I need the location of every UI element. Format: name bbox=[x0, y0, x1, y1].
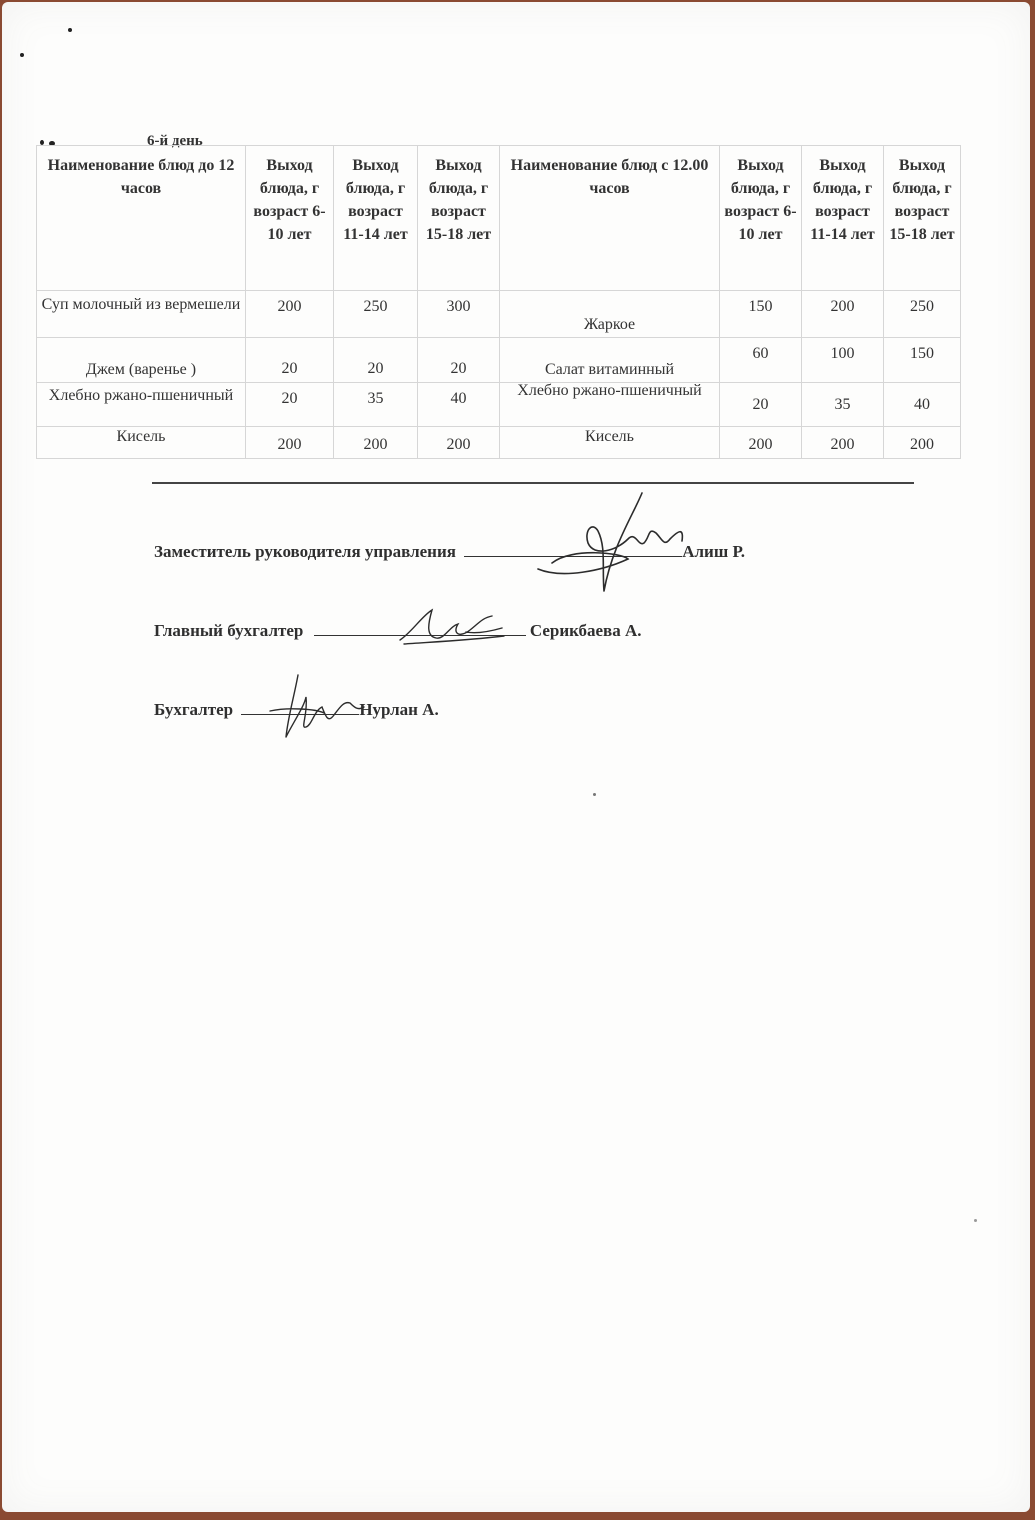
table-row bbox=[37, 427, 961, 459]
chief-accountant-signature bbox=[392, 602, 512, 652]
value-cell: 200 bbox=[246, 291, 334, 338]
value-cell: 200 bbox=[246, 427, 334, 459]
value-cell: 20 bbox=[246, 383, 334, 427]
value-cell: 150 bbox=[720, 291, 802, 338]
accountant-title: Бухгалтер bbox=[154, 700, 234, 719]
value-cell: 35 bbox=[334, 383, 418, 427]
deputy-signature bbox=[532, 487, 702, 602]
scan-mark bbox=[974, 1219, 977, 1222]
header-cell: Выход блюда, г возраст 15-18 лет bbox=[884, 146, 961, 291]
value-cell: 200 bbox=[884, 427, 961, 459]
value-cell: 20 bbox=[334, 338, 418, 383]
header-cell: Выход блюда, г возраст 15-18 лет bbox=[418, 146, 500, 291]
value-cell: 250 bbox=[334, 291, 418, 338]
table-row bbox=[37, 338, 961, 383]
table-header-row bbox=[37, 146, 961, 291]
header-cell: Выход блюда, г возраст 11-14 лет bbox=[802, 146, 884, 291]
chief-accountant-name: Серикбаева А. bbox=[529, 621, 642, 640]
separator-line bbox=[152, 482, 914, 484]
value-cell: 100 bbox=[802, 338, 884, 383]
dish-cell: Кисель bbox=[37, 427, 246, 459]
value-cell: 150 bbox=[884, 338, 961, 383]
day-label: 6-й день bbox=[147, 133, 203, 149]
value-cell: 200 bbox=[334, 427, 418, 459]
value-cell: 200 bbox=[418, 427, 500, 459]
chief-accountant-title: Главный бухгалтер bbox=[154, 621, 304, 640]
header-cell: Наименование блюд до 12 часов bbox=[37, 146, 246, 291]
dish-cell: Жаркое bbox=[500, 291, 720, 338]
table-row bbox=[37, 291, 961, 338]
deputy-title: Заместитель руководителя управления bbox=[154, 542, 456, 561]
value-cell: 200 bbox=[720, 427, 802, 459]
accountant-name: Нурлан А. bbox=[359, 700, 439, 719]
value-cell: 200 bbox=[802, 427, 884, 459]
value-cell: 40 bbox=[418, 383, 500, 427]
header-cell: Выход блюда, г возраст 6-10 лет bbox=[720, 146, 802, 291]
menu-table bbox=[36, 145, 961, 459]
scan-mark bbox=[593, 793, 596, 796]
document-page bbox=[2, 2, 1030, 1512]
header-cell: Выход блюда, г возраст 6-10 лет bbox=[246, 146, 334, 291]
value-cell: 20 bbox=[418, 338, 500, 383]
table-row bbox=[37, 383, 961, 427]
value-cell: 40 bbox=[884, 383, 961, 427]
value-cell: 20 bbox=[720, 383, 802, 427]
value-cell: 250 bbox=[884, 291, 961, 338]
deputy-name: Алиш Р. bbox=[682, 542, 745, 561]
value-cell: 20 bbox=[246, 338, 334, 383]
dish-cell: Салат витаминный bbox=[500, 338, 720, 383]
value-cell: 35 bbox=[802, 383, 884, 427]
scan-mark bbox=[20, 53, 24, 57]
value-cell: 300 bbox=[418, 291, 500, 338]
accountant-signature bbox=[264, 667, 374, 742]
header-cell: Наименование блюд с 12.00 часов bbox=[500, 146, 720, 291]
header-cell: Выход блюда, г возраст 11-14 лет bbox=[334, 146, 418, 291]
dish-cell: Кисель bbox=[500, 427, 720, 459]
dish-cell: Суп молочный из вермешели bbox=[37, 291, 246, 338]
dish-cell: Хлебно ржано-пшеничный bbox=[500, 383, 720, 427]
value-cell: 200 bbox=[802, 291, 884, 338]
value-cell: 60 bbox=[720, 338, 802, 383]
scan-mark bbox=[68, 28, 72, 32]
dish-cell: Хлебно ржано-пшеничный bbox=[37, 383, 246, 427]
dish-cell: Джем (варенье ) bbox=[37, 338, 246, 383]
